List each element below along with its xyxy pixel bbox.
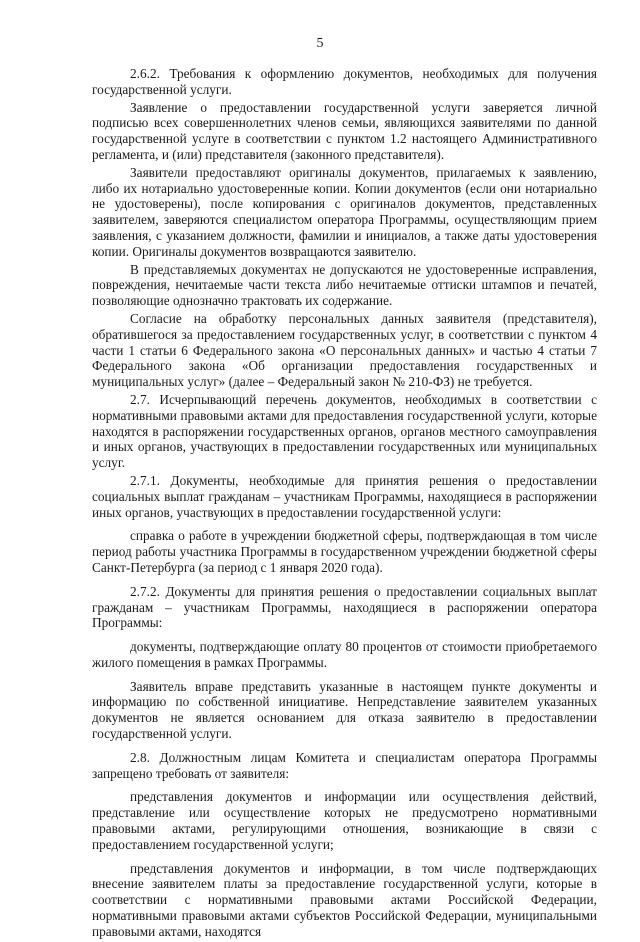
page-number: 5 bbox=[316, 36, 324, 51]
paragraph-2-7: 2.7. Исчерпывающий перечень документов, необходимых в соответствии с нормативными правовыми актами для предоставления государственной услуги, которые находятся в распоряжении государственных органов, органов местного самоуправления и иных органов, участвующих в предоставлении государственных или муниципальных услуг. bbox=[92, 391, 597, 471]
paragraph-originals: Заявители предоставляют оригиналы документов, прилагаемых к заявлению, либо их нотариально удостоверенные копии. Копии документов (если они нотариально не удостоверены), после копирования с оригиналов документов, представленных заявителем, заверяются специалистом оператора Программы, осуществляющим прием заявления, с указанием должности, фамилии и инициалов, а также даты удостоверения копии. Оригиналы документов возвращаются заявителю. bbox=[92, 164, 597, 259]
paragraph-payment-documents: документы, подтверждающие оплату 80 процентов от стоимости приобретаемого жилого помещения в рамках Программы. bbox=[92, 639, 597, 670]
paragraph-2-8: 2.8. Должностным лицам Комитета и специалистам оператора Программы запрещено требовать от заявителя: bbox=[92, 749, 597, 781]
paragraph-personal-data-consent: Согласие на обработку персональных данных заявителя (представителя), обратившегося за предоставлением государственных услуг, в соответствии с пунктом 4 части 1 статьи 6 Федерального закона «О персональных данных» и частью 4 статьи 7 Федерального закона «Об организации предоставления государственных и муниципальных услуг» (далее – Федеральный закон № 210-ФЗ) не требуется. bbox=[92, 310, 597, 390]
paragraph-corrections: В представляемых документах не допускаются не удостоверенные исправления, повреждения, нечитаемые части текста либо нечитаемые оттиски штампов и печатей, позволяющие однозначно трактовать их содержание. bbox=[92, 261, 597, 309]
paragraph-application-signature: Заявление о предоставлении государственной услуги заверяется личной подписью всех совершеннолетних членов семьи, являющихся заявителями по данной государственной услуге в соответствии с пунктом 1.2 настоящего Административного регламента, и (или) представителя (законного представителя). bbox=[92, 99, 597, 162]
document-body bbox=[92, 66, 597, 942]
paragraph-2-6-2: 2.6.2. Требования к оформлению документов, необходимых для получения государственной услуги. bbox=[92, 66, 597, 97]
paragraph-work-certificate: справка о работе в учреждении бюджетной сферы, подтверждающая в том числе период работы участника Программы в государственном учреждении бюджетной сферы Санкт-Петербурга (за период с 1 января 2020 года). bbox=[92, 528, 597, 575]
paragraph-2-7-2: 2.7.2. Документы для принятия решения о предоставлении социальных выплат гражданам – участникам Программы, находящиеся в распоряжении оператора Программы: bbox=[92, 583, 597, 631]
paragraph-2-7-1: 2.7.1. Документы, необходимые для принятия решения о предоставлении социальных выплат гражданам – участникам Программы, находящиеся в распоряжении иных органов, участвующих в предоставлении государственной услуги: bbox=[92, 472, 597, 520]
paragraph-prohibited-requirement-2: представления документов и информации, в том числе подтверждающих внесение заявителем платы за предоставление государственной услуги, которые в соответствии с нормативными правовыми актами Российской Федерации, нормативными правовыми актами субъектов Российской Федерации, муниципальными правовыми актами, находятся bbox=[92, 860, 597, 939]
paragraph-own-initiative: Заявитель вправе представить указанные в настоящем пункте документы и информацию по собственной инициативе. Непредставление заявителем указанных документов не является основанием для отказа заявителю в предоставлении государственной услуги. bbox=[92, 678, 597, 742]
paragraph-prohibited-requirement-1: представления документов и информации или осуществления действий, представление или осуществление которых не предусмотрено нормативными правовыми актами, регулирующими отношения, возникающие в связи с предоставлением государственной услуги; bbox=[92, 789, 597, 852]
